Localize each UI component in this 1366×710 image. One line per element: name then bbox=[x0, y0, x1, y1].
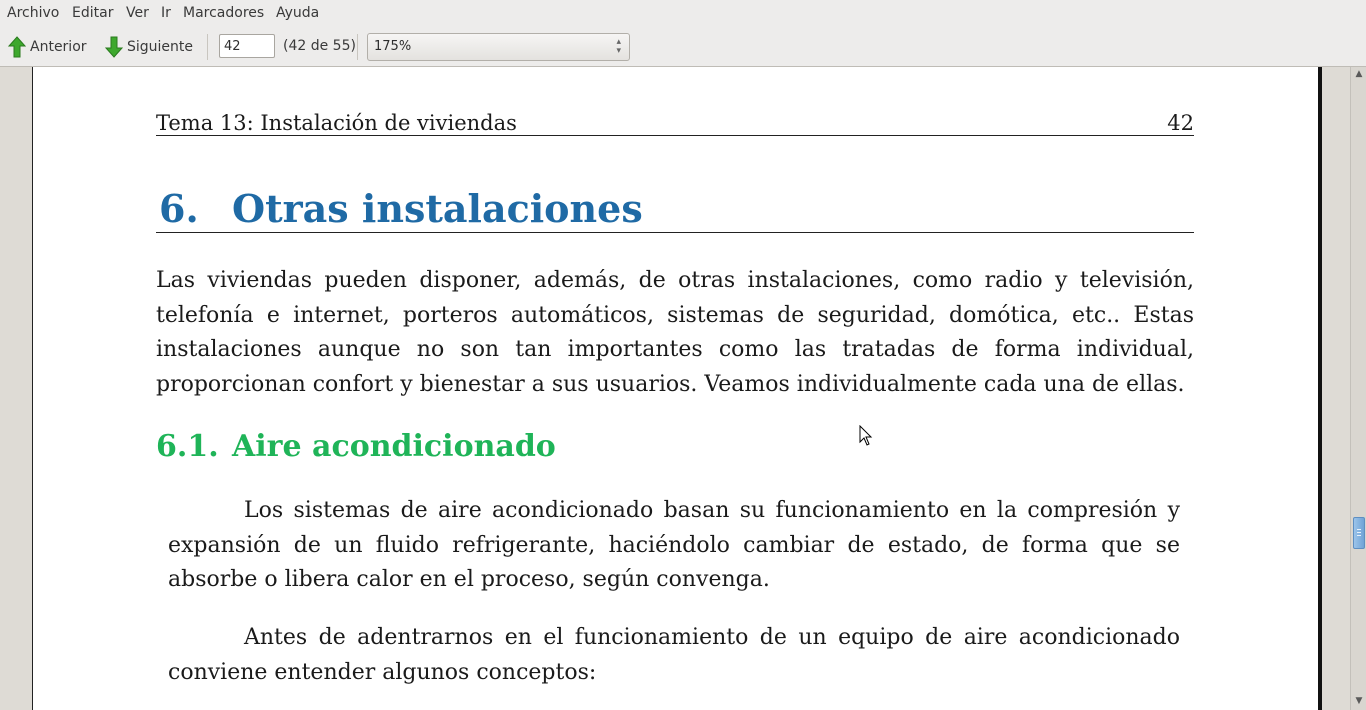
menu-bar bbox=[0, 0, 1366, 28]
next-page-label: Siguiente bbox=[127, 39, 194, 55]
updown-arrow-icon: ▴ ▾ bbox=[616, 37, 621, 56]
toolbar bbox=[0, 28, 1366, 67]
toolbar-separator bbox=[207, 34, 208, 60]
menu-ir[interactable]: Ir bbox=[161, 5, 171, 21]
section-number: 6. bbox=[159, 186, 199, 231]
menu-archivo[interactable]: Archivo bbox=[7, 5, 60, 21]
running-header bbox=[156, 109, 1194, 136]
page-edge-shadow bbox=[1318, 67, 1322, 710]
running-header-page-number: 42 bbox=[1167, 111, 1194, 135]
body-paragraph: Los sistemas de aire acondicionado basan su funcionamiento en la compresión y expansión de un fluido refrigerante, haciéndolo cambiar de estado, de forma que se absorbe o libera calor en el proceso, según convenga. bbox=[168, 498, 1180, 592]
document-page bbox=[32, 67, 1319, 710]
section-heading bbox=[156, 182, 1194, 233]
next-page-button[interactable] bbox=[105, 35, 193, 59]
menu-marcadores[interactable]: Marcadores bbox=[183, 5, 265, 21]
running-header-title: Tema 13: Instalación de viviendas bbox=[156, 111, 517, 135]
arrow-up-icon bbox=[8, 36, 26, 58]
scrollbar-thumb[interactable] bbox=[1353, 517, 1365, 549]
page-count-label: (42 de 55) bbox=[283, 38, 356, 54]
intro-paragraph: Las viviendas pueden disponer, además, de otras instalaciones, como radio y televisión, telefonía e internet, porteros automáticos, sistemas de seguridad, domótica, etc.. Estas instalaciones aunque no son tan importantes como las tratadas de forma individual, proporcionan confort y bienestar a sus usuarios. Veamos individualmente cada una de ellas. bbox=[156, 268, 1194, 397]
scroll-up-arrow-icon[interactable]: ▲ bbox=[1355, 69, 1363, 79]
vertical-scrollbar[interactable] bbox=[1350, 67, 1366, 710]
menu-editar[interactable]: Editar bbox=[72, 5, 114, 21]
previous-page-label: Anterior bbox=[30, 39, 87, 55]
body-paragraph: Antes de adentrarnos en el funcionamiento de un equipo de aire acondicionado conviene entender algunos conceptos: bbox=[168, 625, 1180, 685]
arrow-down-icon bbox=[105, 36, 123, 58]
menu-ayuda[interactable]: Ayuda bbox=[276, 5, 320, 21]
mouse-pointer-icon bbox=[859, 425, 873, 447]
previous-page-button[interactable] bbox=[8, 35, 87, 59]
menu-ver[interactable]: Ver bbox=[126, 5, 149, 21]
zoom-select[interactable] bbox=[367, 33, 630, 61]
section-title: Otras instalaciones bbox=[232, 186, 643, 231]
toolbar-separator bbox=[357, 34, 358, 60]
zoom-value: 175% bbox=[374, 39, 412, 54]
page-number-input[interactable] bbox=[219, 34, 275, 58]
subsection-title: Aire acondicionado bbox=[232, 429, 556, 464]
scroll-down-arrow-icon[interactable]: ▼ bbox=[1355, 696, 1363, 706]
subsection-number: 6.1. bbox=[156, 429, 219, 464]
document-viewer[interactable] bbox=[0, 67, 1350, 710]
